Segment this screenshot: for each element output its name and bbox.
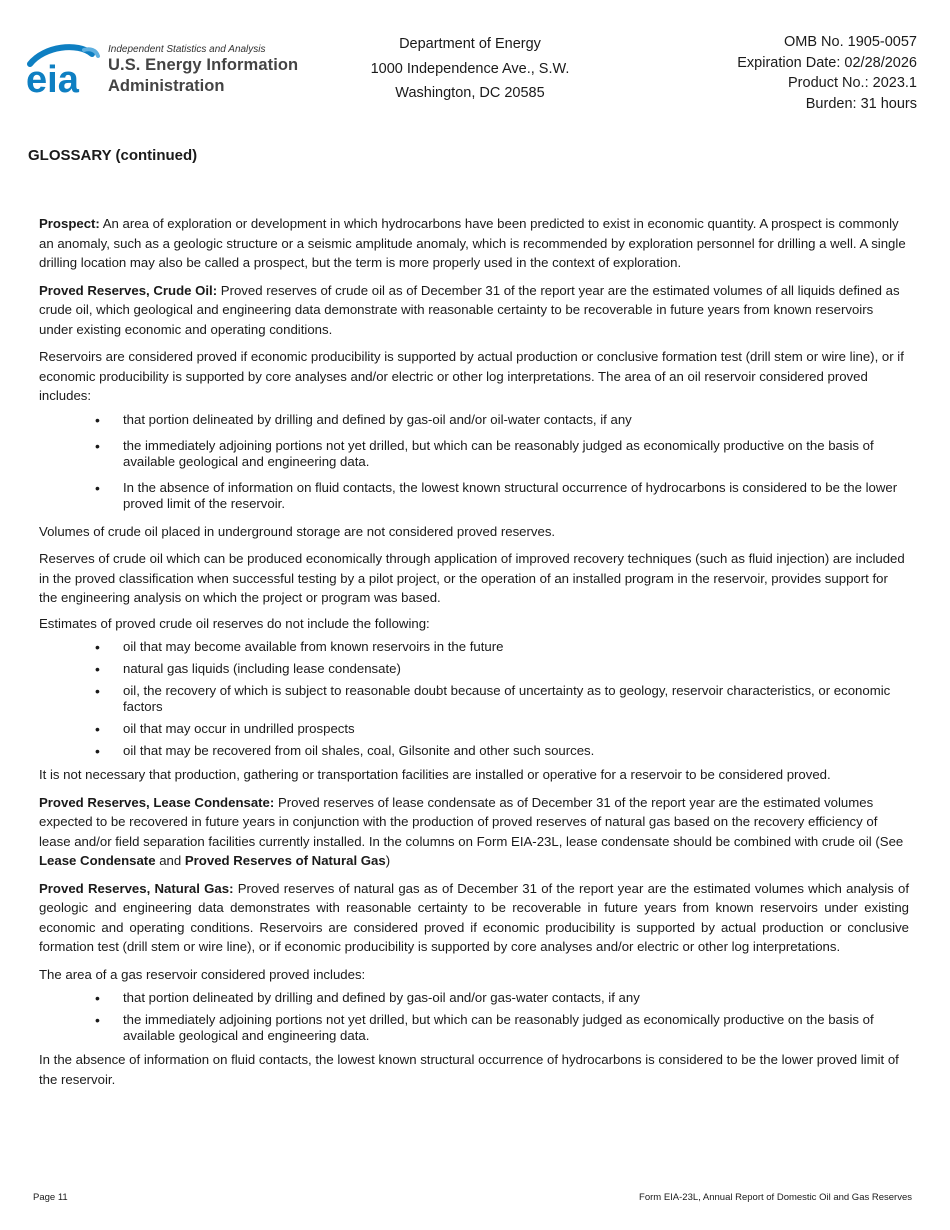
definition: Proved reserves of natural gas as of December 31 of the report year are the estimated volumes which analysis of geologic and engineering data demonstrates with reasonable certainty to be recoverable in future years from known reservoirs under existing economic and operating conditions. Reservoirs are considered proved if economic producibility is supported by actual production or conclusive formation test (drill stem or wire line), or if economic producibility is supported by core analyses and/or electric or other log interpretations. xyxy=(39,880,910,954)
page-number: Page 11 xyxy=(33,1192,68,1203)
gas-area-paragraph: The area of a gas reservoir considered proved includes: xyxy=(39,966,366,982)
exclusions-list xyxy=(39,639,909,759)
closing-paren: ) xyxy=(385,853,391,868)
product-number: Product No.: 2023.1 xyxy=(788,75,917,91)
logo-tagline: Independent Statistics and Analysis xyxy=(108,44,266,55)
final-paragraph: In the absence of information on fluid contacts, the lowest known structural occurrence of hydrocarbons is considered to be the lower proved limit of the reservoir. xyxy=(39,1052,899,1087)
burden-hours: Burden: 31 hours xyxy=(805,95,917,112)
address-line: Washington, DC 20585 xyxy=(395,85,545,101)
reservoirs-paragraph: Reservoirs are considered proved if economic producibility is supported by actual production or conclusive formation test (drill stem or wire line), or if economic producibility is supported by core analyses and/or electric or other log interpretations. The area of an oil reservoir considered proved includes: xyxy=(39,349,904,403)
cross-reference: Lease Condensate xyxy=(39,853,156,868)
term: Prospect: xyxy=(39,216,100,231)
crude-oil-entry xyxy=(39,281,909,340)
list-item: • oil that may occur in undrilled prospects xyxy=(39,721,909,737)
logo-name-line2: Administration xyxy=(108,77,225,95)
form-name: Form EIA-23L, Annual Report of Domestic Oil and Gas Reserves xyxy=(639,1192,912,1203)
term: Proved Reserves, Crude Oil: xyxy=(39,282,218,298)
address-line: 1000 Independence Ave., S.W. xyxy=(370,60,570,77)
list-item: • oil, the recovery of which is subject to reasonable doubt because of uncertainty as to geology, reservoir characteristics, or economic factors xyxy=(39,683,909,715)
omb-info xyxy=(737,32,917,114)
definition: Proved reserves of lease condensate as of December 31 of the report year are the estimated volumes expected to be recovered in future years in conjunction with the production of proved reserves of natural gas based on the recovery efficiency of lease and/or field separation facilities currently installed. In the columns on Form EIA-23L, lease condensate should be combined with crude oil (See xyxy=(39,794,904,849)
term: Proved Reserves, Lease Condensate: xyxy=(39,794,275,810)
address-line: Department of Energy xyxy=(399,36,541,52)
definition: Proved reserves of crude oil as of December 31 of the report year are the estimated volumes of all liquids defined as crude oil, which geological and engineering data demonstrate with reasonable certainty to be recoverable in future years from known reservoirs under existing economic and operating conditions. xyxy=(39,282,900,337)
eia-logo-mark xyxy=(26,42,108,102)
estimates-paragraph: Estimates of proved crude oil reserves do not include the following: xyxy=(39,615,430,631)
department-address xyxy=(355,32,585,106)
oil-area-list xyxy=(39,412,909,512)
prospect-entry xyxy=(39,214,909,273)
list-item: • that portion delineated by drilling and defined by gas-oil and/or oil-water contacts, if any xyxy=(39,412,909,428)
list-item: • that portion delineated by drilling and defined by gas-oil and/or gas-water contacts, if any xyxy=(39,990,909,1006)
logo-name-line1: U.S. Energy Information xyxy=(108,56,299,74)
conjunction: and xyxy=(155,853,185,868)
term: Proved Reserves, Natural Gas: xyxy=(39,880,234,896)
list-item: • the immediately adjoining portions not yet drilled, but which can be reasonably judged as economically productive on the basis of available geological and engineering data. xyxy=(39,1012,909,1044)
omb-number: OMB No. 1905-0057 xyxy=(784,34,917,50)
list-item: • natural gas liquids (including lease condensate) xyxy=(39,661,909,677)
definition: An area of exploration or development in which hydrocarbons have been predicted to exist in economic quantity. A prospect is commonly an anomaly, such as a geologic structure or a seismic amplitude anomaly, which is recommended by exploration personnel for drilling a well. A single drilling location may also be called a prospect, but the term is more properly used in the context of exploration. xyxy=(39,216,906,270)
natural-gas-entry xyxy=(39,879,909,957)
list-item: • In the absence of information on fluid contacts, the lowest known structural occurrence of hydrocarbons is considered to be the lower proved limit of the reservoir. xyxy=(39,480,909,512)
storage-paragraph: Volumes of crude oil placed in underground storage are not considered proved reserves. xyxy=(39,523,556,539)
gas-area-list xyxy=(39,990,909,1044)
cross-reference: Proved Reserves of Natural Gas xyxy=(184,853,386,868)
list-item: • the immediately adjoining portions not yet drilled, but which can be reasonably judged as economically productive on the basis of available geological and engineering data. xyxy=(39,438,909,470)
facilities-paragraph: It is not necessary that production, gathering or transportation facilities are installed or operative for a reservoir to be considered proved. xyxy=(39,767,831,782)
eia-wordmark: eia xyxy=(26,59,79,101)
page-title: GLOSSARY (continued) xyxy=(28,147,198,164)
lease-condensate-entry xyxy=(39,793,909,871)
glossary-body xyxy=(39,214,909,1097)
list-item: • oil that may be recovered from oil shales, coal, Gilsonite and other such sources. xyxy=(39,743,909,759)
list-item: • oil that may become available from known reservoirs in the future xyxy=(39,639,909,655)
eia-logo xyxy=(26,42,316,102)
expiration-date: Expiration Date: 02/28/2026 xyxy=(737,54,917,71)
improved-recovery-paragraph: Reserves of crude oil which can be produced economically through application of improved recovery techniques (such as fluid injection) are included in the proved classification when successful testing by a pilot project, or the operation of an installed program in the reservoir, provides support for the engineering analysis on which the project or program was based. xyxy=(39,551,905,605)
